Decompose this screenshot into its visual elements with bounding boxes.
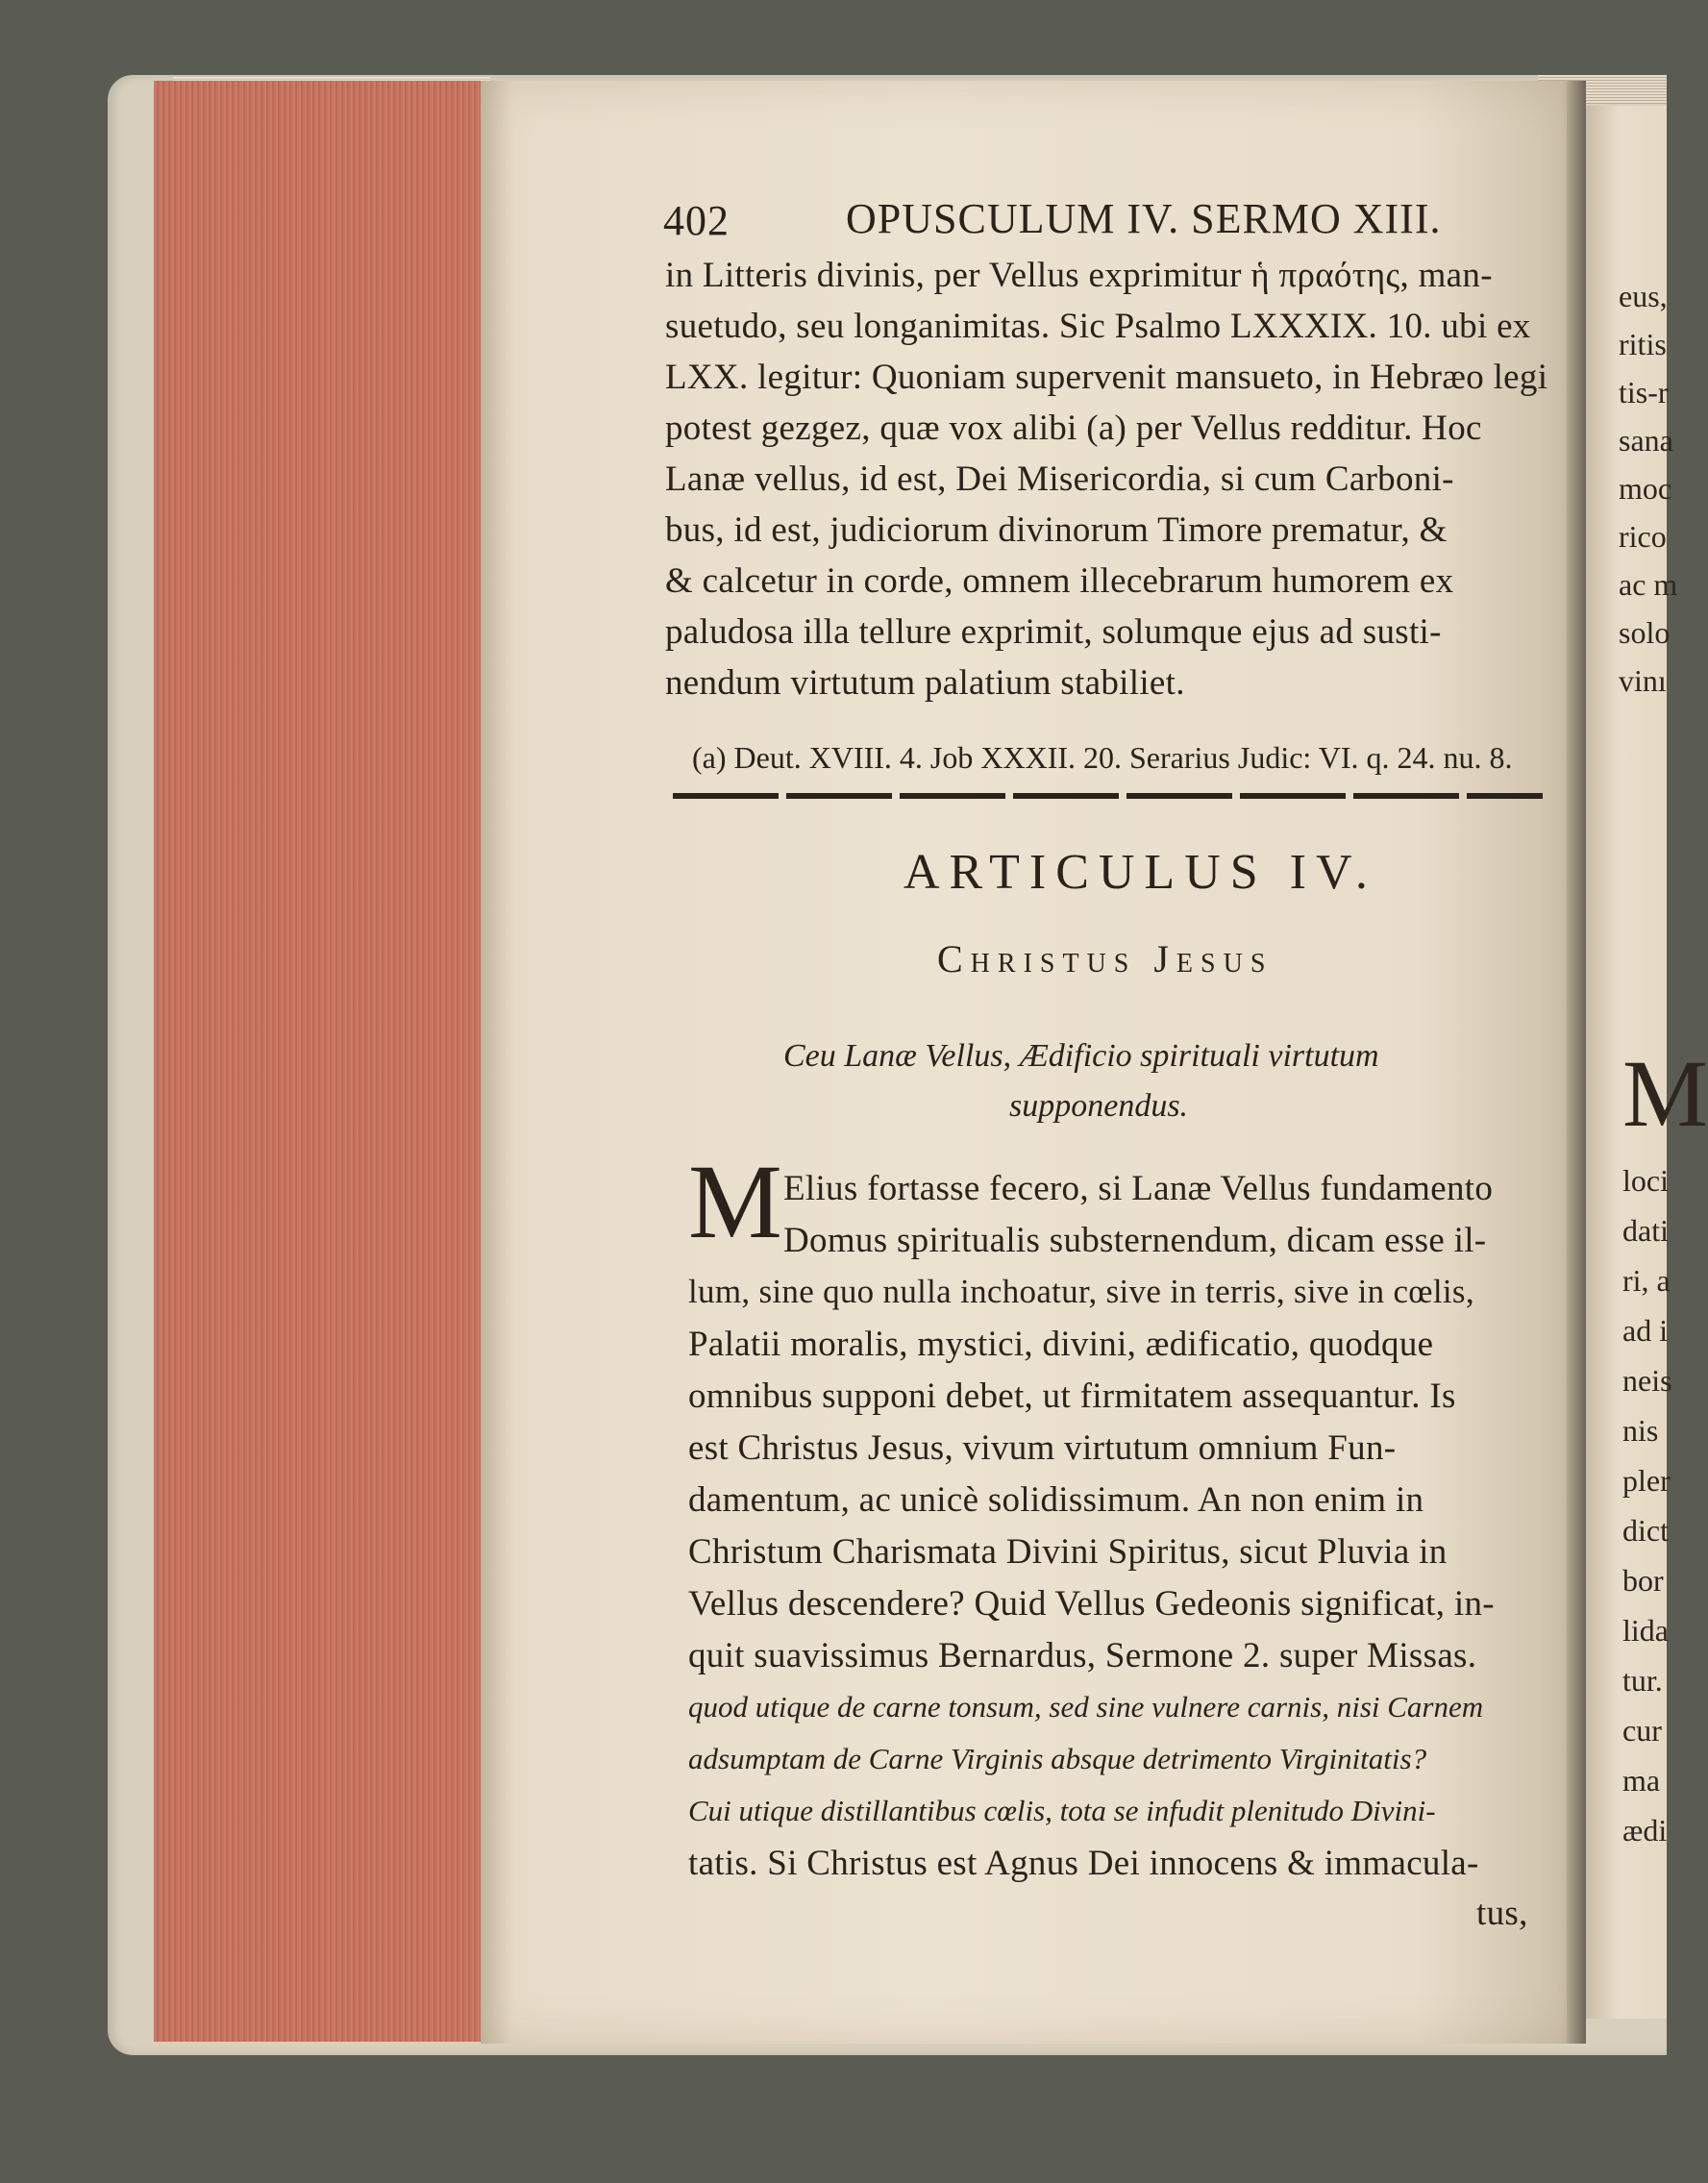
text-line: omnibus supponi debet, ut firmitatem assequantur. Is bbox=[688, 1377, 1456, 1416]
facing-fragment: sana bbox=[1619, 423, 1673, 458]
page-edges bbox=[154, 81, 483, 2042]
page-number: 402 bbox=[663, 197, 730, 244]
text-line: Palatii moralis, mystici, divini, ædificatio, quodque bbox=[688, 1325, 1434, 1364]
facing-fragment: bor bbox=[1622, 1563, 1664, 1598]
text-line: adsumptam de Carne Virginis absque detrimento Virginitatis? bbox=[688, 1742, 1427, 1775]
facing-fragment: ritis bbox=[1619, 327, 1667, 361]
facing-fragment: neis bbox=[1622, 1363, 1672, 1398]
drop-cap: M bbox=[688, 1143, 782, 1260]
facing-fragment: loci bbox=[1622, 1163, 1669, 1198]
text-line: nendum virtutum palatium stabiliet. bbox=[665, 663, 1185, 703]
text-line: Christum Charismata Divini Spiritus, sicut Pluvia in bbox=[688, 1532, 1448, 1572]
text-line: LXX. legitur: Quoniam supervenit mansueto, in Hebræo legi bbox=[665, 358, 1548, 397]
article-subtitle: Christus Jesus bbox=[937, 937, 1274, 980]
facing-fragment: lida bbox=[1622, 1613, 1669, 1648]
text-line: Cui utique distillantibus cœlis, tota se infudit plenitudo Divini- bbox=[688, 1794, 1436, 1827]
text-line: Lanæ vellus, id est, Dei Misericordia, si cum Carboni- bbox=[665, 459, 1454, 499]
text-line: Vellus descendere? Quid Vellus Gedeonis significat, in- bbox=[688, 1584, 1495, 1624]
facing-fragment: dict bbox=[1622, 1513, 1669, 1548]
facing-fragment: dati bbox=[1622, 1213, 1669, 1248]
facing-fragment: rico bbox=[1619, 519, 1667, 554]
article-caption-line: supponendus. bbox=[1009, 1088, 1189, 1124]
facing-drop-cap: M bbox=[1622, 1040, 1708, 1147]
facing-fragment: ædi bbox=[1622, 1813, 1668, 1848]
text-line: est Christus Jesus, vivum virtutum omnium Fun- bbox=[688, 1428, 1397, 1468]
gutter bbox=[1567, 81, 1586, 2044]
facing-fragment: solo bbox=[1619, 615, 1671, 650]
text-line: bus, id est, judiciorum divinorum Timore prematur, & bbox=[665, 510, 1448, 550]
catchword: tus, bbox=[1476, 1894, 1528, 1933]
article-title: ARTICULUS IV. bbox=[904, 845, 1377, 900]
facing-fragment: moc bbox=[1619, 471, 1672, 506]
article-caption-line: Ceu Lanæ Vellus, Ædificio spirituali virtutum bbox=[783, 1038, 1379, 1074]
text-line: quit suavissimus Bernardus, Sermone 2. super Missas. bbox=[688, 1636, 1477, 1675]
text-line: & calcetur in corde, omnem illecebrarum humorem ex bbox=[665, 561, 1454, 601]
text-line: lum, sine quo nulla inchoatur, sive in terris, sive in cœlis, bbox=[688, 1273, 1474, 1310]
text-line: Elius fortasse fecero, si Lanæ Vellus fundamento bbox=[783, 1169, 1494, 1208]
text-line: Domus spiritualis substernendum, dicam esse il- bbox=[783, 1221, 1487, 1260]
text-line: damentum, ac unicè solidissimum. An non enim in bbox=[688, 1480, 1424, 1520]
facing-fragment: ri, a bbox=[1622, 1263, 1671, 1298]
footnote: (a) Deut. XVIII. 4. Job XXXII. 20. Serarius Judic: VI. q. 24. nu. 8. bbox=[692, 740, 1513, 775]
text-line: tatis. Si Christus est Agnus Dei innocens & immacula- bbox=[688, 1844, 1479, 1883]
facing-fragment: eus, bbox=[1619, 279, 1668, 313]
facing-fragment: ad i bbox=[1622, 1313, 1669, 1348]
facing-fragment: vinı bbox=[1619, 663, 1667, 698]
section-divider-rule bbox=[673, 793, 1543, 799]
facing-fragment: ma bbox=[1622, 1763, 1661, 1798]
text-line: in Litteris divinis, per Vellus exprimitur ἡ πραότης, man- bbox=[665, 256, 1493, 295]
facing-fragment: tur. bbox=[1622, 1663, 1663, 1698]
facing-fragment: tis-r bbox=[1619, 375, 1669, 409]
facing-fragment: cur bbox=[1622, 1713, 1662, 1748]
facing-fragment: nis bbox=[1622, 1413, 1659, 1448]
text-line: potest gezgez, quæ vox alibi (a) per Vellus redditur. Hoc bbox=[665, 409, 1482, 448]
text-line: suetudo, seu longanimitas. Sic Psalmo LXXXIX. 10. ubi ex bbox=[665, 307, 1531, 346]
text-line: paludosa illa tellure exprimit, solumque ejus ad susti- bbox=[665, 612, 1442, 652]
facing-fragment: pler bbox=[1622, 1463, 1671, 1498]
text-line: quod utique de carne tonsum, sed sine vulnere carnis, nisi Carnem bbox=[688, 1690, 1484, 1724]
running-head: OPUSCULUM IV. SERMO XIII. bbox=[846, 195, 1442, 242]
facing-fragment: ac m bbox=[1619, 567, 1678, 602]
